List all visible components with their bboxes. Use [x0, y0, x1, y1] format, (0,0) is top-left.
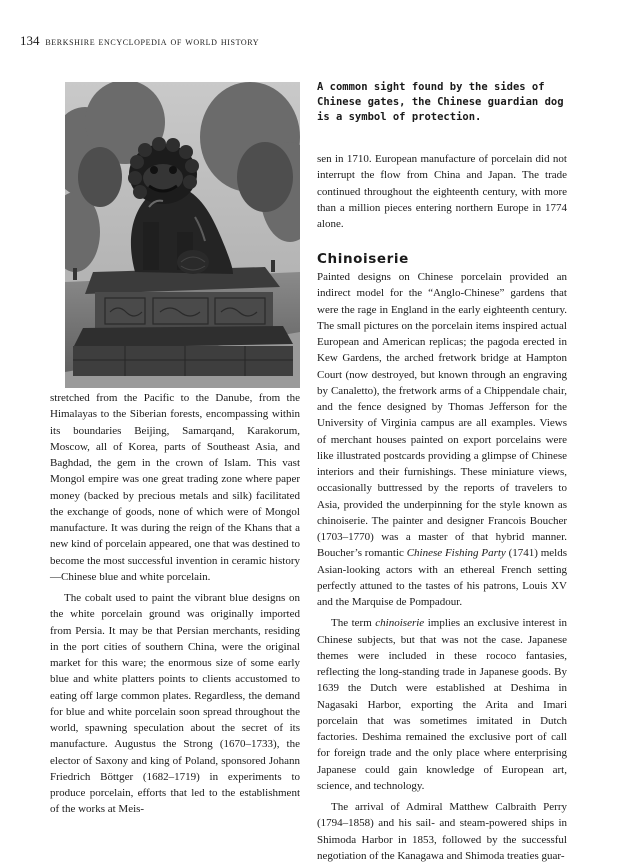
running-title: berkshire encyclopedia of world history: [45, 36, 260, 48]
artwork-title-chinese-fishing-party: Chinese Fishing Party: [406, 547, 506, 560]
photo-caption: A common sight found by the sides of Chinese gates, the Chinese guardian dog is a symbol of protection.: [317, 81, 564, 123]
para1-text-b: (1741) melds Asian-looking actors with an ethereal French setting perfectly attuned to the tastes of his patrons, Louis XV and the Marquise de Pompadour.: [317, 547, 567, 608]
continuation-paragraph: sen in 1710. European manufacture of porcelain did not interrupt the flow from China and Japan. The trade continued throughout the eighteenth century, with more than a million pieces entering northern Europe in 1774 alone.: [317, 153, 567, 230]
left-column: [50, 390, 300, 818]
page-number: 134: [20, 33, 40, 48]
left-paragraph-2: The cobalt used to paint the vibrant blue designs on the white porcelain ground was originally imported from Persia. It may be that Persian merchants, residing in the port cities of southern China, were the original market for this ware; the enormous size of some early blue and white platters points to clients accustomed to eating off large common plates. Regardless, the demand for blue and white porcelain soon spread throughout the world, spawning speculation about the secret of its manufacture. Augustus the Strong (1670–1733), the elector of Saxony and king of Poland, sponsored Johann Friedrich Böttger (1682–1719) in experiments to produce porcelain, efforts that led to the establishment of the works at Meis-: [50, 592, 300, 816]
left-paragraph-1: stretched from the Pacific to the Danube, from the Himalayas to the Siberian forests, encompassing within its boundaries Beijing, Samarqand, Karakorum, Moscow, all of Korea, parts of Southeast Asia, and Baghdad, the gem in the crown of Islam. This vast Mongol empire was one great trading zone where paper money (backed by precious metals and silk) facilitated the exchange of goods, none of which were of Mongol manufacture. It was during the reign of the Khans that a new kind of porcelain appeared, one that was destined to become the most successful invention in ceramic history—Chinese blue and white porcelain.: [50, 392, 300, 583]
chinoiserie-paragraph-2: [317, 615, 567, 794]
para1-text-a: Painted designs on Chinese porcelain provided an indirect model for the “Anglo-Chinese” gardens that were the rage in England in the early eighteenth century. The small pictures on the porcelain items inspired actual European and American replicas; the pagoda erected in Kew Gardens, the arched fretwork bridge at Hampton Court (now destroyed, but known through an engraving by Canaletto), the fretwork arms of a Chippendale chair, and the fence designed by Thomas Jefferson for the University of Virginia campus are all examples. Views of merchant houses painted on export porcelains were like illustrated postcards providing a glimpse of Chinese interiors and their furnishings. These miniature views, occasionally buttressed by the reports of travelers to Asia, provided the underpinning for the style known as chinoiserie. The painter and designer Francois Boucher (1703–1770) was a master of that hybrid manner. Boucher’s romantic: [317, 271, 567, 560]
chinoiserie-paragraph-3: The arrival of Admiral Matthew Calbraith Perry (1794–1858) and his sail- and steam-powered ships in Shimoda Harbor in 1853, followed by the successful negotiation of the Kanagawa and Shimoda treaties guar-: [317, 801, 567, 862]
chinoiserie-paragraph-1: [317, 269, 567, 610]
running-header: [20, 33, 600, 49]
para2-text-b: implies an exclusive interest in Chinese subjects, but that was not the case. Japanese themes were included in these rococo fantasies, reflecting the long-standing trade in Japanese goods. By 1639 the Dutch were established at Deshima in Nagasaki Harbor, exporting the Arita and Imari porcelain that was sometimes imitated in Dutch factories. Deshima remained the exclusive port of call for foreign trade and the only place where enterprising Japanese could gain knowledge of European art, science, and technology.: [317, 617, 567, 792]
right-column-continuation: [317, 151, 567, 232]
guardian-lion-photo: [65, 82, 300, 388]
term-chinoiserie: chinoiserie: [375, 617, 425, 630]
para2-text-a: The term: [331, 617, 376, 630]
right-column-main: [317, 251, 567, 864]
section-heading-chinoiserie: Chinoiserie: [317, 251, 409, 267]
guardian-lion-illustration: [65, 82, 300, 388]
